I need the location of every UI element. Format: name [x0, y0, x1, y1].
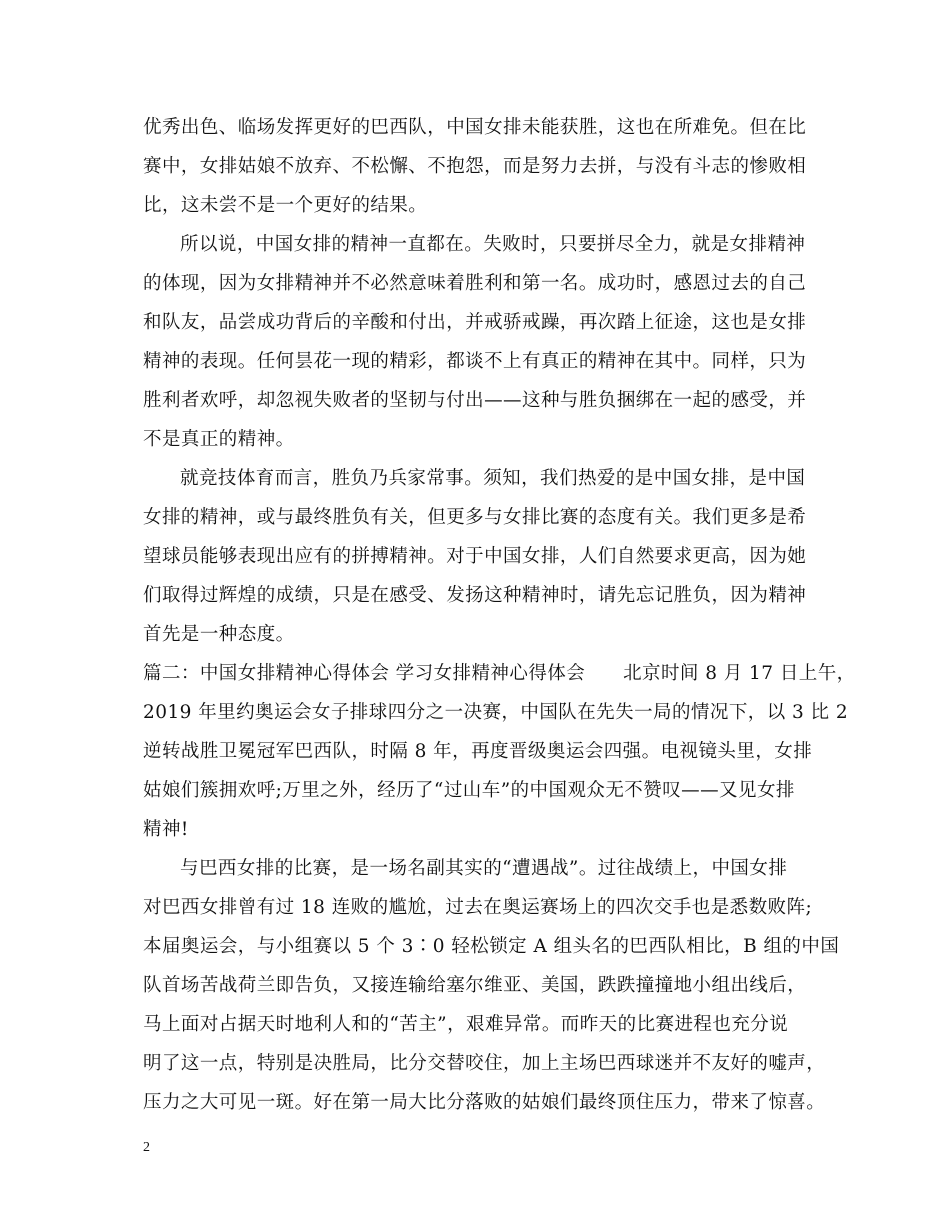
text-line: 2019 年里约奥运会女子排球四分之一决赛，中国队在先失一局的情况下，以 3 比 2	[143, 702, 849, 723]
text-line: 胜利者欢呼，却忽视失败者的坚韧与付出——这种与胜负捆绑在一起的感受，并	[143, 390, 807, 411]
paragraph-start-line: 所以说，中国女排的精神一直都在。失败时，只要拼尽全力，就是女排精神	[180, 234, 806, 255]
text-line: 首先是一种态度。	[143, 624, 295, 645]
text-line: 姑娘们簇拥欢呼;万里之外，经历了“过山车”的中国观众无不赞叹——又见女排	[143, 780, 795, 801]
section-heading-line: 篇二：中国女排精神心得体会 学习女排精神心得体会 北京时间 8 月 17 日上午，	[143, 663, 856, 684]
text-line: 望球员能够表现出应有的拼搏精神。对于中国女排，人们自然要求更高，因为她	[143, 546, 807, 567]
text-line: 逆转战胜卫冕冠军巴西队，时隔 8 年，再度晋级奥运会四强。电视镜头里，女排	[143, 741, 813, 762]
text-line: 马上面对占据天时地利人和的“苦主”，艰难异常。而昨天的比赛进程也充分说	[143, 1014, 789, 1035]
text-line: 们取得过辉煌的成绩，只是在感受、发扬这种精神时，请先忘记胜负，因为精神	[143, 585, 807, 606]
text-line: 比，这未尝不是一个更好的结果。	[143, 195, 428, 216]
text-line: 对巴西女排曾有过 18 连败的尴尬，过去在奥运赛场上的四次交手也是悉数败阵;	[143, 897, 813, 918]
text-line: 赛中，女排姑娘不放弃、不松懈、不抱怨，而是努力去拼，与没有斗志的惨败相	[143, 156, 807, 177]
paragraph-start-line: 就竞技体育而言，胜负乃兵家常事。须知，我们热爱的是中国女排，是中国	[180, 468, 806, 489]
text-line: 明了这一点，特别是决胜局，比分交替咬住，加上主场巴西球迷并不友好的嘘声，	[143, 1053, 826, 1074]
text-line: 本届奥运会，与小组赛以 5 个 3∶0 轻松锁定 A 组头名的巴西队相比，B 组的中国	[143, 936, 840, 957]
text-line: 精神的表现。任何昙花一现的精彩，都谈不上有真正的精神在其中。同样，只为	[143, 351, 807, 372]
text-line: 的体现，因为女排精神并不必然意味着胜利和第一名。成功时，感恩过去的自己	[143, 273, 807, 294]
paragraph-start-line: 与巴西女排的比赛，是一场名副其实的“遭遇战”。过往战绩上，中国女排	[180, 858, 788, 879]
page-number: 2	[143, 1140, 150, 1155]
text-line: 精神!	[143, 819, 189, 840]
text-line: 优秀出色、临场发挥更好的巴西队，中国女排未能获胜，这也在所难免。但在比	[143, 117, 807, 138]
text-line: 女排的精神，或与最终胜负有关，但更多与女排比赛的态度有关。我们更多是希	[143, 507, 807, 528]
text-line: 压力之大可见一斑。好在第一局大比分落败的姑娘们最终顶住压力，带来了惊喜。	[143, 1092, 826, 1113]
text-line: 不是真正的精神。	[143, 429, 295, 450]
text-line: 队首场苦战荷兰即告负，又接连输给塞尔维亚、美国，跌跌撞撞地小组出线后，	[143, 975, 807, 996]
text-line: 和队友，品尝成功背后的辛酸和付出，并戒骄戒躁，再次踏上征途，这也是女排	[143, 312, 807, 333]
